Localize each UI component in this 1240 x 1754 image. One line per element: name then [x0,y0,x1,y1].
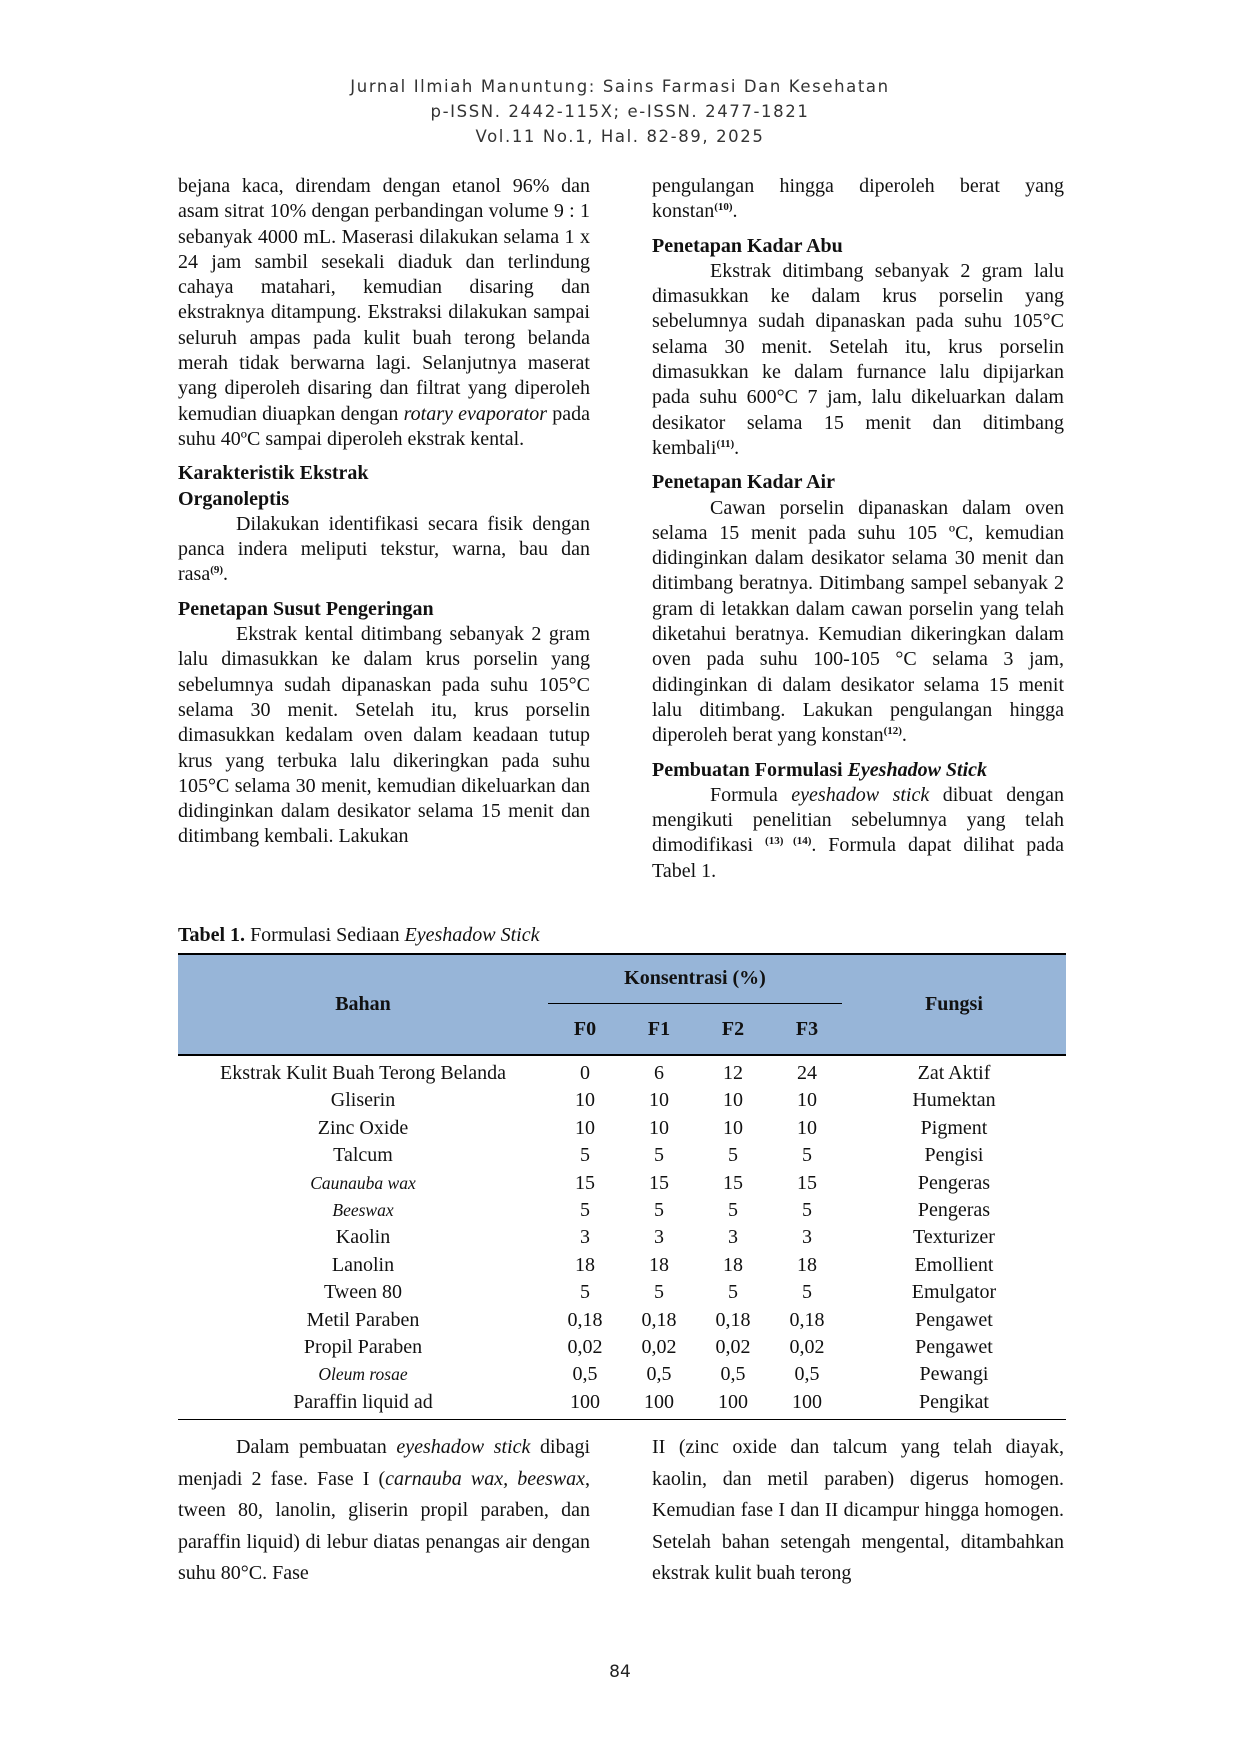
table-cell-f0: 100 [570,1390,600,1413]
table-cell-f2: 3 [728,1226,738,1249]
table-cell-bahan: Oleum rosae [318,1364,408,1385]
running-header [0,74,1240,149]
table-cell-f3: 3 [802,1226,812,1249]
heading-kadar-air: Penetapan Kadar Air [652,471,835,494]
table-cell-f1: 0,18 [641,1308,677,1331]
table-cell-bahan: Ekstrak Kulit Buah Terong Belanda [220,1062,506,1084]
table-cell-fungsi: Pigment [920,1116,988,1139]
table-cell-bahan: Propil Paraben [303,1336,423,1358]
table-cell-fungsi: Texturizer [913,1226,995,1249]
table-cell-f3: 10 [797,1089,817,1112]
table-cell-f1: 5 [654,1281,664,1304]
table-cell-f2: 5 [728,1144,738,1167]
table-cell-bahan: Beeswax [332,1200,394,1220]
table-cell-f2: 10 [723,1116,743,1139]
table-cell-f1: 100 [644,1390,674,1413]
paragraph-organoleptis: Dilakukan identifikasi secara fisik dengan panca indera meliputi tekstur, warna, bau dan rasa$^{(9)}$. [178,512,590,586]
header-f0: F0 [573,1018,597,1040]
table-cell-f1: 0,5 [646,1363,672,1386]
table-cell-f1: 10 [649,1116,669,1139]
table-cell-f0: 18 [575,1253,595,1276]
table-caption: Tabel 1. Formulasi Sediaan Eyeshadow Stick [178,924,540,946]
header-konsentrasi: Konsentrasi (%) [624,967,766,989]
table-cell-f2: 15 [723,1171,743,1194]
table-cell-fungsi: Humektan [912,1089,996,1112]
table-cell-bahan: Metil Paraben [306,1308,420,1331]
header-bahan: Bahan [335,993,391,1015]
table-cell-f3: 0,02 [789,1336,825,1358]
table-cell-f3: 5 [802,1281,812,1304]
table-cell-f0: 0 [580,1062,590,1084]
table-cell-fungsi: Emulgator [911,1281,997,1304]
paragraph-kadar-abu: Ekstrak ditimbang sebanyak 2 gram lalu dimasukkan ke dalam krus porselin yang sebelumnya sudah dipanaskan pada suhu 105°C selama 30 menit. Setelah itu, krus porselin dimasukkan ke dalam furnance lalu dipijarkan pada suhu 600°C 7 jam, lalu dikeluarkan dalam desikator selama 15 menit dan ditimbang kembali$^{(11)}$. [652,259,1064,459]
paragraph-konstan: pengulangan hingga diperoleh berat yang konstan$^{(10)}$. [652,175,1064,223]
table-cell-f2: 10 [723,1089,743,1112]
left-column-text [178,174,590,850]
table-cell-f3: 24 [797,1062,817,1084]
table-cell-f0: 3 [580,1226,590,1249]
table-cell-bahan: Talcum [333,1144,393,1167]
table-cell-fungsi: Pengeras [917,1199,991,1221]
table-cell-f0: 0,5 [572,1363,598,1386]
table-cell-f0: 10 [575,1116,595,1139]
table-cell-fungsi: Pengeras [917,1171,991,1194]
table-cell-f2: 5 [728,1281,738,1304]
journal-title: Jurnal Ilmiah Manuntung: Sains Farmasi Dan Kesehatan [350,77,890,96]
table-top-rule [178,953,1066,955]
heading-susut-pengeringan: Penetapan Susut Pengeringan [178,597,434,620]
table-cell-f2: 0,18 [715,1308,751,1331]
table-cell-f0: 5 [580,1199,590,1221]
table-cell-f2: 18 [723,1253,743,1276]
table-cell-f3: 15 [797,1171,817,1194]
table-cell-f0: 0,02 [567,1336,603,1358]
paragraph-susut-pengeringan: Ekstrak kental ditimbang sebanyak 2 gram lalu dimasukkan ke dalam krus porselin yang sebelumnya sudah dipanaskan pada suhu 105°C selama 30 menit. Setelah itu, krus porselin dimasukkan kedalam oven dalam keadaan tutup krus yang terbuka lalu dikeringkan pada suhu 105°C selama 30 menit, kemudian dikeluarkan dan didinginkan dalam desikator selama 15 menit dan ditimbang kembali. Lakukan [178,623,590,848]
table-cell-fungsi: Pengikat [919,1390,989,1413]
concentration-span-rule [548,1003,842,1004]
issn-line: p-ISSN. 2442-115X; e-ISSN. 2477-1821 [430,102,810,121]
heading-organoleptis: Organoleptis [178,487,290,510]
bottom-left-paragraph: Dalam pembuatan eyeshadow stick dibagi menjadi 2 fase. Fase I (carnauba wax, beeswax, tween 80, lanolin, gliserin propil paraben, dan paraffin liquid) di lebur diatas penangas air dengan suhu 80°C. Fase [178,1436,590,1584]
table-cell-f0: 5 [580,1281,590,1304]
right-column-text [652,174,1064,884]
table-cell-fungsi: Pengawet [915,1336,993,1358]
table-cell-bahan: Caunauba wax [310,1172,416,1193]
table-bottom-rule [178,1419,1066,1420]
table-cell-f1: 10 [649,1089,669,1112]
table-cell-fungsi: Emollient [914,1253,994,1276]
table-cell-bahan: Gliserin [330,1089,396,1112]
volume-line: Vol.11 No.1, Hal. 82-89, 2025 [475,127,765,146]
table-cell-f1: 3 [654,1226,664,1249]
table-cell-f1: 6 [654,1062,664,1084]
header-f1: F1 [647,1018,671,1040]
table-cell-f3: 18 [797,1253,817,1276]
bottom-right-paragraph: II (zinc oxide dan talcum yang telah diayak, kaolin, dan metil paraben) digerus homogen. Kemudian fase I dan II dicampur hingga homogen. Setelah bahan setengah mengental, ditambahkan ekstrak kulit buah terong [652,1436,1064,1584]
table-cell-bahan: Kaolin [335,1226,391,1249]
header-f3: F3 [795,1018,819,1040]
paragraph-kadar-air: Cawan porselin dipanaskan dalam oven selama 15 menit pada suhu 105 ºC, kemudian didinginkan dalam desikator selama 30 menit dan ditimbang beratnya. Ditimbang sampel sebanyak 2 gram di letakkan dalam cawan porselin yang telah diketahui beratnya. Kemudian dikeringkan dalam oven pada suhu 100-105 °C selama 3 jam, didinginkan di dalam desikator selama 15 menit lalu ditimbang. Lakukan pengulangan hingga diperoleh berat yang konstan$^{(12)}$. [652,496,1064,747]
table-cell-f0: 15 [575,1171,595,1194]
paragraph-formulasi: Formula eyeshadow stick dibuat dengan mengikuti penelitian sebelumnya yang telah dimodifikasi $^{(13) (14)}$. Formula dapat dilihat pada Tabel 1. [652,783,1064,882]
table-cell-f1: 5 [654,1199,664,1221]
heading-karakteristik-ekstrak: Karakteristik Ekstrak [178,462,369,485]
table-cell-f1: 5 [654,1144,664,1167]
table-cell-f3: 100 [792,1390,822,1413]
header-f2: F2 [721,1018,745,1040]
table-cell-f3: 0,5 [794,1363,820,1386]
table-cell-f3: 10 [797,1116,817,1139]
table-header-rule [178,1054,1066,1056]
table-cell-f2: 0,02 [715,1336,751,1358]
table-cell-f1: 18 [649,1253,669,1276]
table-cell-f0: 0,18 [567,1308,603,1331]
table-cell-f1: 15 [649,1171,669,1194]
heading-kadar-abu: Penetapan Kadar Abu [652,234,843,257]
table-cell-f2: 0,5 [720,1363,746,1386]
table-cell-fungsi: Pewangi [919,1363,989,1386]
table-cell-f2: 12 [723,1062,743,1084]
table-cell-fungsi: Pengisi [924,1144,984,1167]
table-cell-f1: 0,02 [641,1336,677,1358]
heading-formulasi: Pembuatan Formulasi Eyeshadow Stick [652,758,988,781]
table-cell-fungsi: Zat Aktif [917,1062,991,1084]
table-cell-f2: 100 [718,1390,748,1413]
header-fungsi: Fungsi [925,993,983,1015]
table-cell-f2: 5 [728,1199,738,1221]
table-cell-f3: 0,18 [789,1308,825,1331]
table-cell-f0: 10 [575,1089,595,1112]
table-cell-f3: 5 [802,1199,812,1221]
table-cell-f3: 5 [802,1144,812,1167]
page-number: 84 [609,1662,631,1682]
table-cell-f0: 5 [580,1144,590,1167]
table-cell-bahan: Paraffin liquid ad [293,1390,433,1413]
table-cell-bahan: Tween 80 [323,1281,403,1304]
table-cell-fungsi: Pengawet [915,1308,993,1331]
paragraph-maserasi: bejana kaca, direndam dengan etanol 96% dan asam sitrat 10% dengan perbandingan volume 9 : 1 sebanyak 4000 mL. Maserasi dilakukan selama 1 x 24 jam sambil sesekali diaduk dan terlindung cahaya matahari, kemudian disaring dan ekstraknya ditampung. Ekstraksi dilakukan sampai seluruh ampas pada kulit buah terong belanda merah tidak berwarna lagi. Selanjutnya maserat yang diperoleh disaring dan filtrat yang diperoleh kemudian diuapkan dengan rotary evaporator pada suhu 40ºC sampai diperoleh ekstrak kental. [178,175,591,450]
table-cell-bahan: Lanolin [331,1253,395,1276]
table-cell-bahan: Zinc Oxide [317,1116,409,1139]
